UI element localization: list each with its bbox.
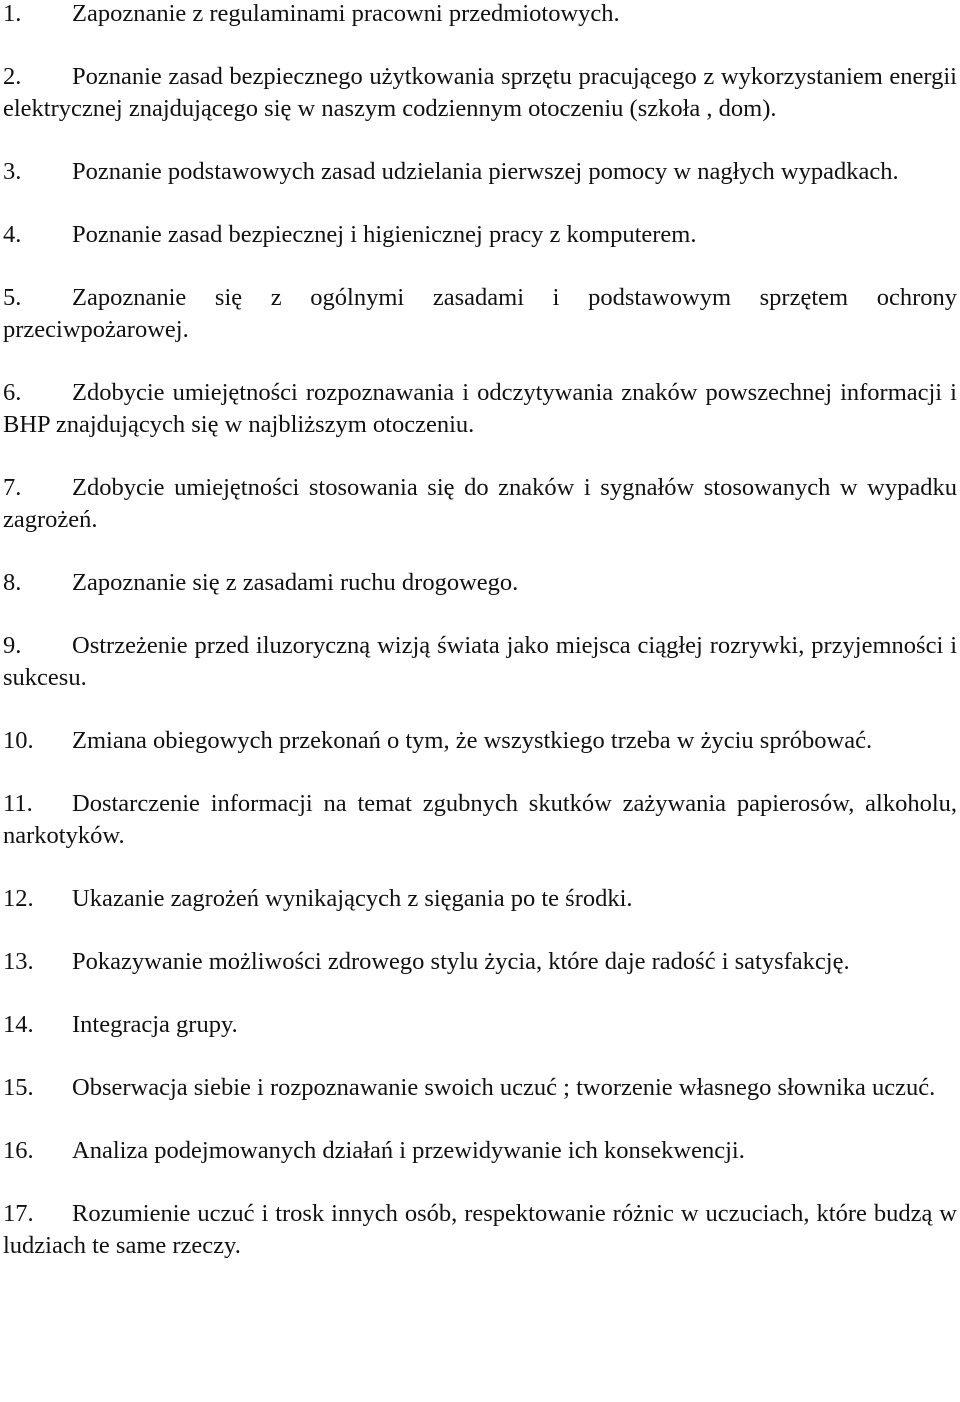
list-item	[3, 377, 957, 441]
item-text: Pokazywanie możliwości zdrowego stylu życia, które daje radość i satysfakcję.	[72, 948, 850, 975]
item-number: 13.	[3, 948, 34, 975]
list-item	[3, 1009, 957, 1041]
list-item	[3, 630, 957, 694]
item-number: 11.	[3, 790, 33, 817]
item-text: Zdobycie umiejętności stosowania się do znaków i sygnałów stosowanych w wypadku zagrożeń.	[3, 474, 957, 533]
item-text: Dostarczenie informacji na temat zgubnych skutków zażywania papierosów, alkoholu, narkotyków.	[3, 790, 957, 849]
item-text: Zapoznanie się z ogólnymi zasadami i podstawowym sprzętem ochrony przeciwpożarowej.	[3, 284, 957, 343]
item-number: 15.	[3, 1074, 34, 1101]
list-item	[3, 61, 957, 125]
item-text: Obserwacja siebie i rozpoznawanie swoich uczuć ; tworzenie własnego słownika uczuć.	[72, 1074, 936, 1101]
item-number: 7.	[3, 474, 22, 501]
item-number: 2.	[3, 63, 22, 90]
list-item	[3, 1135, 957, 1167]
item-number: 17.	[3, 1200, 34, 1227]
item-number: 16.	[3, 1137, 34, 1164]
list-item	[3, 0, 957, 30]
item-number: 12.	[3, 885, 34, 912]
item-text: Poznanie zasad bezpiecznej i higienicznej pracy z komputerem.	[72, 221, 697, 248]
item-text: Ostrzeżenie przed iluzoryczną wizją świata jako miejsca ciągłej rozrywki, przyjemności i sukcesu.	[3, 632, 957, 691]
item-text: Poznanie zasad bezpiecznego użytkowania sprzętu pracującego z wykorzystaniem energii elektrycznej znajdującego się w naszym codziennym otoczeniu (szkoła , dom).	[3, 63, 957, 122]
list-item	[3, 1198, 957, 1262]
item-number: 5.	[3, 284, 22, 311]
item-text: Zdobycie umiejętności rozpoznawania i odczytywania znaków powszechnej informacji i BHP znajdujących się w najbliższym otoczeniu.	[3, 379, 957, 438]
item-text: Zapoznanie się z zasadami ruchu drogowego.	[72, 569, 519, 596]
numbered-list	[3, 0, 957, 1262]
item-text: Poznanie podstawowych zasad udzielania pierwszej pomocy w nagłych wypadkach.	[72, 158, 899, 185]
item-number: 4.	[3, 221, 22, 248]
item-number: 14.	[3, 1011, 34, 1038]
list-item	[3, 1072, 957, 1104]
item-number: 8.	[3, 569, 22, 596]
list-item	[3, 788, 957, 852]
item-number: 1.	[3, 0, 22, 27]
item-number: 9.	[3, 632, 22, 659]
list-item	[3, 725, 957, 757]
list-item	[3, 567, 957, 599]
list-item	[3, 946, 957, 978]
list-item	[3, 156, 957, 188]
item-number: 10.	[3, 727, 34, 754]
list-item	[3, 883, 957, 915]
list-item	[3, 282, 957, 346]
item-text: Analiza podejmowanych działań i przewidywanie ich konsekwencji.	[72, 1137, 745, 1164]
item-text: Zmiana obiegowych przekonań o tym, że wszystkiego trzeba w życiu spróbować.	[72, 727, 873, 754]
list-item	[3, 472, 957, 536]
item-number: 6.	[3, 379, 22, 406]
item-number: 3.	[3, 158, 22, 185]
item-text: Rozumienie uczuć i trosk innych osób, respektowanie różnic w uczuciach, które budzą w ludziach te same rzeczy.	[3, 1200, 957, 1259]
item-text: Ukazanie zagrożeń wynikających z sięgania po te środki.	[72, 885, 633, 912]
list-item	[3, 219, 957, 251]
item-text: Integracja grupy.	[72, 1011, 238, 1038]
item-text: Zapoznanie z regulaminami pracowni przedmiotowych.	[72, 0, 620, 27]
